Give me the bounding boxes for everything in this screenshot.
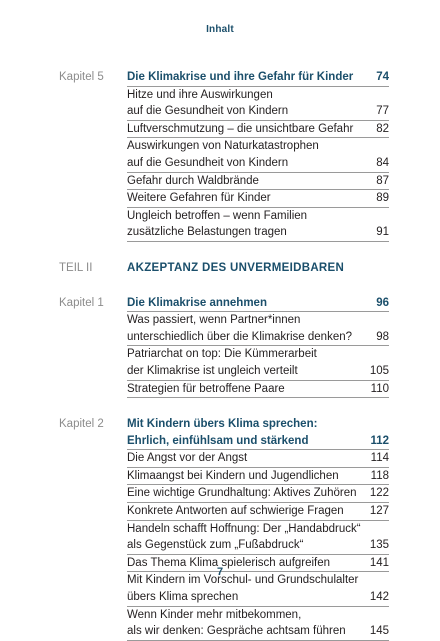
entry-title: zusätzliche Belastungen tragen — [127, 226, 287, 239]
toc-entry — [127, 329, 389, 347]
part-title — [127, 260, 389, 277]
toc-entry — [127, 173, 389, 191]
chapter-title-row — [127, 69, 389, 87]
toc-section — [0, 295, 440, 399]
entry-title: Ungleich betroffen – wenn Familien — [127, 209, 308, 222]
entry-title: auf die Gesundheit von Kindern — [127, 105, 289, 118]
entry-page-number: 118 — [370, 469, 389, 482]
table-of-contents — [0, 69, 440, 641]
entry-title: Die Klimakrise und ihre Gefahr für Kinder — [127, 71, 354, 83]
entry-title: Gefahr durch Waldbrände — [127, 174, 259, 187]
entry-page-number: 141 — [369, 556, 389, 569]
entry-title: Handeln schafft Hoffnung: Der „Handabdruck“ — [127, 522, 361, 535]
toc-entry — [127, 155, 389, 173]
toc-entry — [127, 450, 389, 468]
entry-page-number: 142 — [369, 591, 389, 604]
entry-page-number: 84 — [376, 156, 389, 169]
toc-entry — [127, 589, 389, 607]
page-header: Inhalt — [206, 24, 234, 35]
chapter-title-row — [127, 416, 389, 433]
entry-page-number: 135 — [369, 539, 389, 552]
entry-title: als Gegenstück zum „Fußabdruck“ — [127, 539, 304, 552]
chapter-title-row — [127, 295, 389, 313]
toc-entry — [127, 363, 389, 381]
entry-title: Klimaangst bei Kindern und Jugendlichen — [127, 469, 339, 482]
entry-title: Mit Kindern übers Klima sprechen: — [127, 418, 318, 431]
part-label: TEIL II — [59, 261, 93, 274]
entry-title: Luftverschmutzung – die unsichtbare Gefahr — [127, 122, 354, 135]
entry-title: Wenn Kinder mehr mitbekommen, — [127, 608, 302, 621]
toc-entry — [127, 224, 389, 242]
entry-page-number: 89 — [376, 192, 389, 205]
entry-title: auf die Gesundheit von Kindern — [127, 156, 289, 169]
chapter-label: Kapitel 1 — [59, 296, 104, 309]
entry-page-number: 74 — [376, 71, 389, 83]
toc-entry — [127, 623, 389, 641]
entry-page-number: 105 — [369, 364, 389, 377]
toc-entry — [127, 537, 389, 555]
entry-page-number: 98 — [376, 330, 389, 343]
entry-page-number: 110 — [370, 382, 389, 395]
entry-page-number: 122 — [369, 487, 389, 500]
entry-title: Patriarchat on top: Die Kümmerarbeit — [127, 348, 317, 361]
toc-entry — [127, 121, 389, 139]
entry-title: AKZEPTANZ DES UNVERMEIDBAREN — [127, 261, 345, 274]
toc-entry — [127, 208, 389, 225]
entry-title: Konkrete Antworten auf schwierige Fragen — [127, 505, 344, 518]
entry-title: übers Klima sprechen — [127, 591, 239, 604]
entry-title: Das Thema Klima spielerisch aufgreifen — [127, 556, 331, 569]
entry-title: Was passiert, wenn Partner*innen — [127, 314, 301, 327]
entry-title: Hitze und ihre Auswirkungen — [127, 88, 273, 101]
toc-entry — [127, 485, 389, 503]
entry-title: Eine wichtige Grundhaltung: Aktives Zuhören — [127, 487, 357, 500]
entry-title: Strategien für betroffene Paare — [127, 382, 285, 395]
entry-title: als wir denken: Gespräche achtsam führen — [127, 625, 346, 638]
toc-entry — [127, 138, 389, 155]
toc-entry — [127, 190, 389, 208]
entry-title: der Klimakrise ist ungleich verteilt — [127, 364, 298, 377]
toc-entry — [127, 103, 389, 121]
entry-page-number: 77 — [376, 105, 389, 118]
toc-entry — [127, 381, 389, 399]
entry-page-number: 114 — [370, 452, 389, 465]
entry-page-number: 91 — [376, 226, 389, 239]
entry-title: unterschiedlich über die Klimakrise denken? — [127, 330, 353, 343]
entry-title: Ehrlich, einfühlsam und stärkend — [127, 434, 309, 447]
page-number: 7 — [216, 566, 224, 578]
entry-page-number: 82 — [376, 122, 389, 135]
toc-entry — [127, 312, 389, 329]
toc-entry — [127, 607, 389, 624]
toc-section — [0, 416, 440, 641]
entry-page-number: 127 — [369, 505, 389, 518]
entry-title: Auswirkungen von Naturkatastrophen — [127, 140, 319, 153]
entry-title: Die Angst vor der Angst — [127, 452, 248, 465]
entry-title: Weitere Gefahren für Kinder — [127, 192, 271, 205]
toc-entry — [127, 503, 389, 521]
entry-title: Die Klimakrise annehmen — [127, 296, 267, 309]
chapter-label: Kapitel 5 — [59, 71, 104, 83]
toc-section — [0, 260, 440, 277]
entry-page-number: 145 — [369, 625, 389, 638]
toc-entry — [127, 87, 389, 104]
toc-entry — [127, 346, 389, 363]
toc-entry — [127, 468, 389, 486]
toc-section — [0, 69, 440, 242]
chapter-label: Kapitel 2 — [59, 418, 104, 431]
entry-page-number: 96 — [376, 296, 389, 309]
chapter-title-row — [127, 433, 389, 451]
entry-title: Mit Kindern im Vorschul- und Grundschulalter — [127, 574, 359, 587]
toc-entry — [127, 521, 389, 538]
entry-page-number: 112 — [370, 434, 389, 447]
entry-page-number: 87 — [376, 174, 389, 187]
